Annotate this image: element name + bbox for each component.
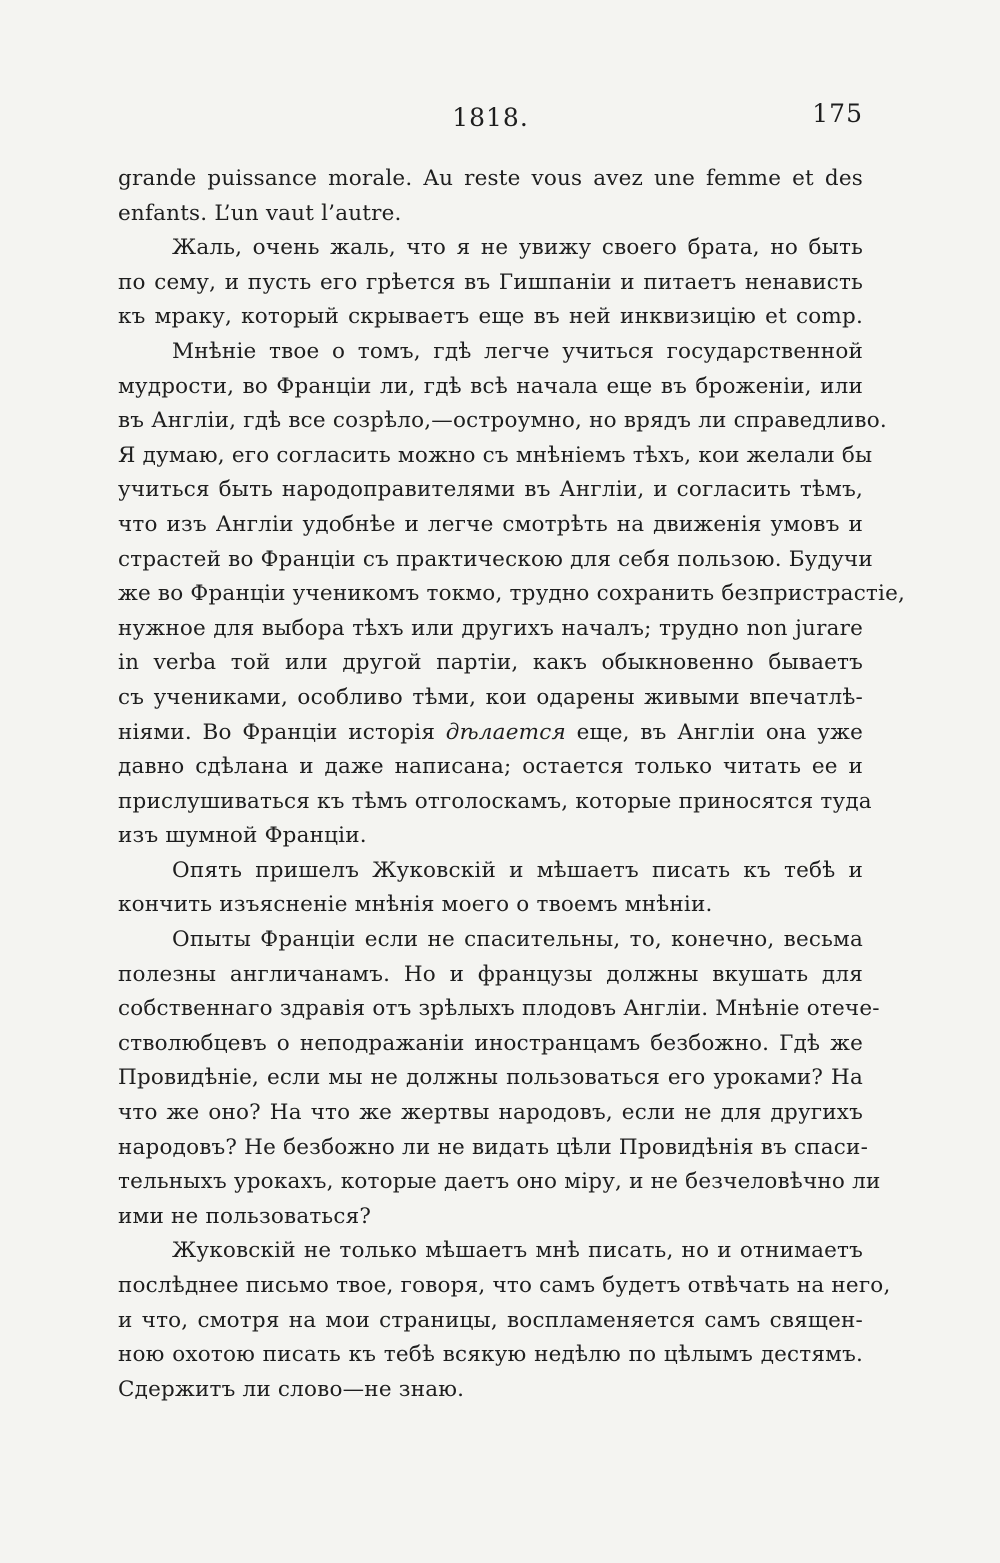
text-segment: еще, въ Англіи она уже (576, 719, 864, 745)
text-line: Жаль, очень жаль, что я не увижу своего брата, но быть (172, 235, 863, 261)
text-line: тельныхъ урокахъ, которые даетъ оно міру, и не безчеловѣчно ли (118, 1169, 881, 1195)
text-line: давно сдѣлана и даже написана; остается только читать ее и (118, 754, 863, 780)
header-year: 1818. (452, 103, 529, 132)
text-line: Провидѣніе, если мы не должны пользоваться его уроками? На (118, 1065, 863, 1091)
text-line: полезны англичанамъ. Но и французы должны вкушать для (118, 961, 863, 987)
text-line: послѣднее письмо твое, говоря, что самъ будетъ отвѣчать на него, (118, 1273, 891, 1298)
emphasized-word: дѣлается (445, 719, 566, 745)
text-line: что же оно? На что же жертвы народовъ, если не для другихъ (118, 1100, 863, 1126)
running-head (118, 99, 863, 143)
text-line (118, 716, 863, 751)
text-line: Я думаю, его согласить можно съ мнѣніемъ тѣхъ, кои желали бы (118, 442, 873, 468)
text-line: страстей во Франціи съ практическою для себя пользою. Будучи (118, 546, 873, 572)
text-line: въ Англіи, гдѣ все созрѣло,—остроумно, но врядъ ли справедливо. (118, 408, 887, 434)
text-line: изъ шумной Франціи. (118, 823, 367, 849)
text-line: Сдержитъ ли слово—не знаю. (118, 1376, 465, 1402)
letter-text (118, 162, 906, 1407)
text-line: Мнѣніе твое о томъ, гдѣ легче учиться государственной (172, 338, 863, 364)
text-line: Жуковскій не только мѣшаетъ мнѣ писать, но и отнимаетъ (172, 1238, 863, 1264)
text-line: in verba той или другой партіи, какъ обыкновенно бываетъ (118, 650, 863, 676)
text-line: къ мраку, который скрываетъ еще въ ней инквизицію et comp. (118, 304, 863, 330)
text-line: Опять пришелъ Жуковскій и мѣшаетъ писать къ тебѣ и (172, 857, 863, 883)
text-line: мудрости, во Франціи ли, гдѣ всѣ начала еще въ броженіи, или (118, 373, 863, 399)
text-line: нужное для выбора тѣхъ или другихъ началъ; трудно non jurare (118, 615, 863, 641)
text-line: ими не пользоваться? (118, 1203, 372, 1229)
text-line: Опыты Франціи если не спасительны, то, конечно, весьма (172, 927, 863, 953)
text-line: стволюбцевъ о неподражаніи иностранцамъ безбожно. Гдѣ же (118, 1030, 863, 1056)
page-number: 175 (812, 99, 863, 128)
text-line: народовъ? Не безбожно ли не видать цѣли Провидѣнія въ спаси- (118, 1134, 869, 1160)
text-segment: ніями. Во Франціи исторія (118, 719, 436, 745)
text-line: учиться быть народоправителями въ Англіи, и согласить тѣмъ, (118, 477, 863, 503)
text-line: что изъ Англіи удобнѣе и легче смотрѣть на движенія умовъ и (118, 511, 863, 537)
text-line: собственнаго здравія отъ зрѣлыхъ плодовъ Англіи. Мнѣніе отече- (118, 996, 880, 1022)
text-line: grande puissance morale. Au reste vous avez une femme et des (118, 166, 863, 191)
text-line: прислушиваться къ тѣмъ отголоскамъ, которые приносятся туда (118, 788, 872, 814)
text-line: по сему, и пусть его грѣется въ Гишпаніи и питаетъ ненависть (118, 269, 863, 295)
text-line: и что, смотря на мои страницы, воспламеняется самъ священ- (118, 1307, 863, 1333)
text-line: съ учениками, особливо тѣми, кои одарены живыми впечатлѣ- (118, 684, 863, 710)
text-line: же во Франціи ученикомъ токмо, трудно сохранить безпристрастіе, (118, 581, 906, 607)
text-line: enfants. L’un vaut l’autre. (118, 200, 402, 226)
text-line: кончить изъясненіе мнѣнія моего о твоемъ мнѣніи. (118, 892, 713, 918)
text-line: ною охотою писать къ тебѣ всякую недѣлю по цѣлымъ дестямъ. (118, 1342, 863, 1368)
